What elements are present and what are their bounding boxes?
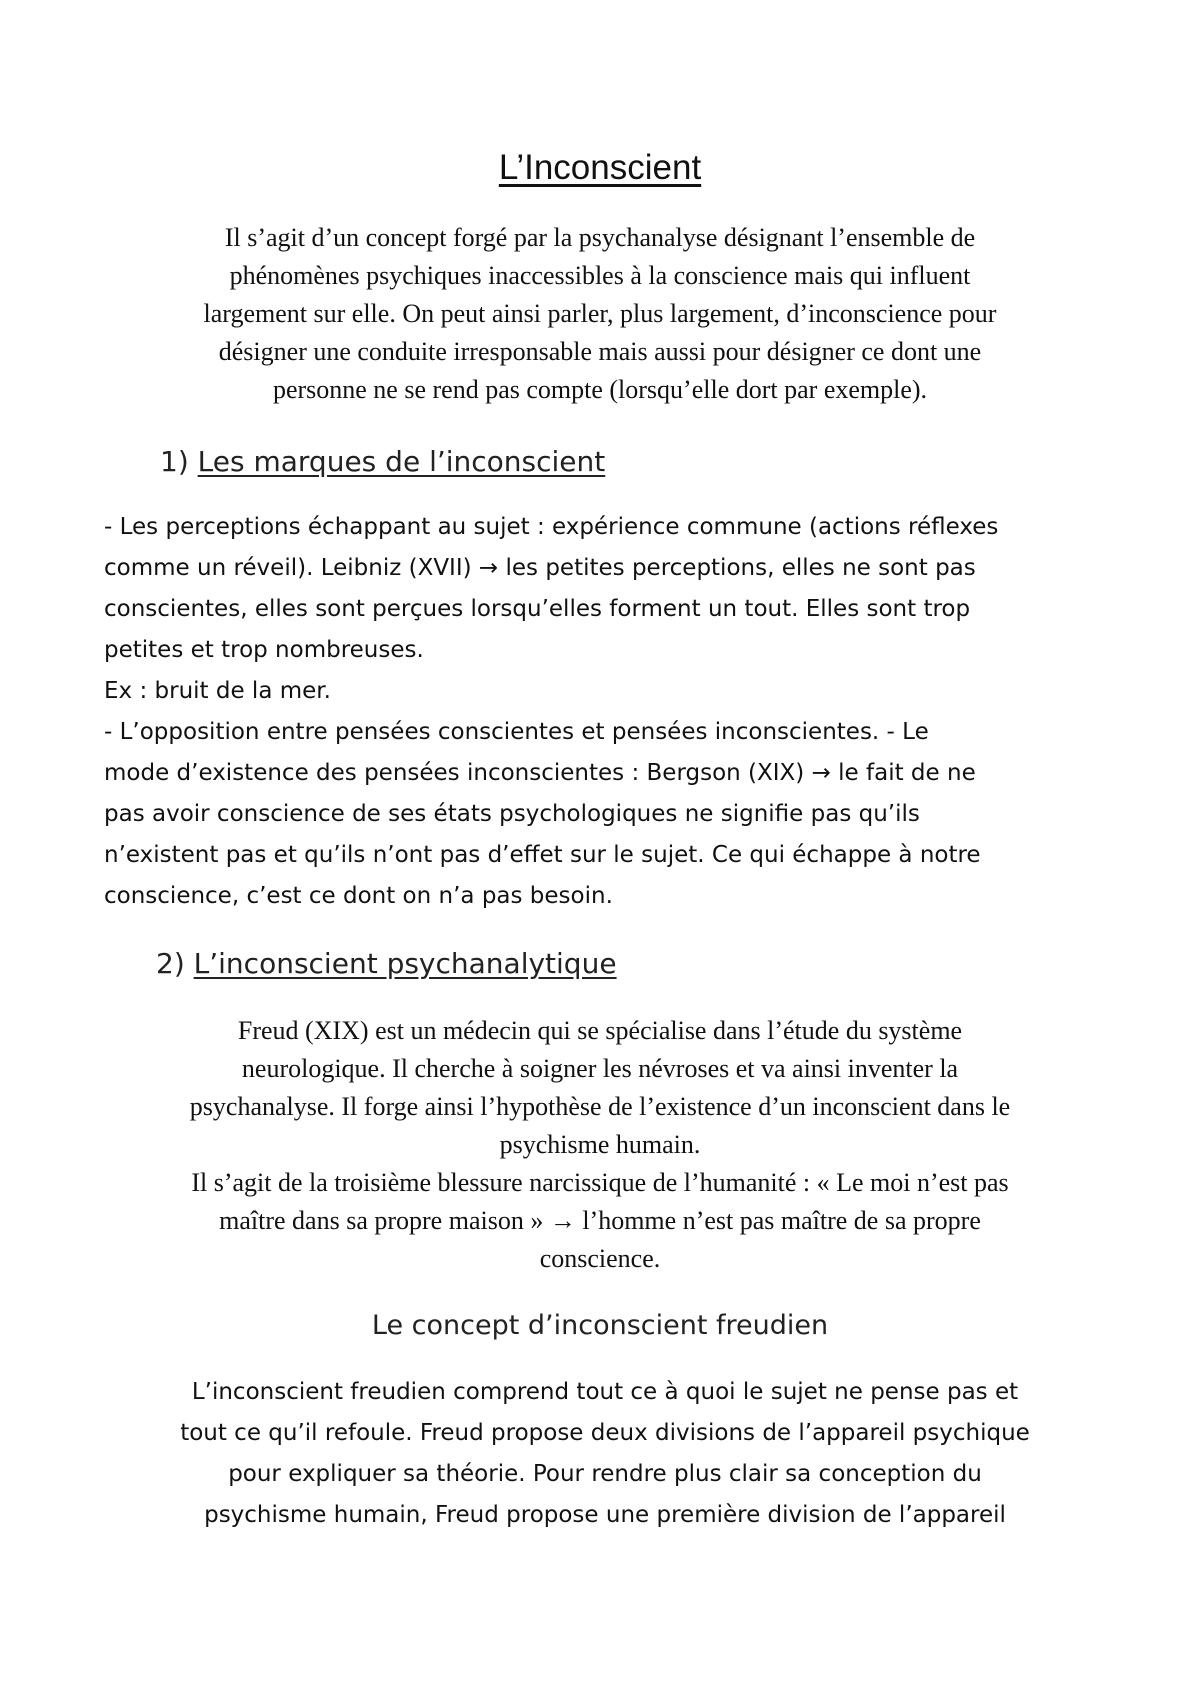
- intro-paragraph: [80, 219, 1120, 409]
- section3-heading: Le concept d’inconscient freudien: [371, 1310, 829, 1341]
- section1-line: Ex : bruit de la mer.: [104, 678, 331, 704]
- section2-number: 2): [156, 947, 185, 980]
- section3-line: psychisme humain, Freud propose une première division de l’appareil: [204, 1502, 1006, 1528]
- section1-line: mode d’existence des pensées inconscientes : Bergson (XIX) → le fait de ne: [104, 760, 976, 786]
- section2-line: maître dans sa propre maison » → l’homme n’est pas maître de sa propre: [219, 1206, 981, 1235]
- section2-line: Il s’agit de la troisième blessure narcissique de l’humanité : « Le moi n’est pas: [191, 1168, 1009, 1197]
- intro-line: largement sur elle. On peut ainsi parler, plus largement, d’inconscience pour: [203, 299, 997, 328]
- section1-line: conscientes, elles sont perçues lorsqu’elles forment un tout. Elles sont trop: [104, 596, 971, 622]
- section1-heading: [160, 442, 605, 482]
- section1-title: Les marques de l’inconscient: [197, 445, 606, 478]
- section2-line: Freud (XIX) est un médecin qui se spécialise dans l’étude du système: [237, 1016, 963, 1045]
- section2-title: L’inconscient psychanalytique: [193, 947, 617, 980]
- intro-line: phénomènes psychiques inaccessibles à la conscience mais qui influent: [229, 261, 971, 290]
- section1-line: petites et trop nombreuses.: [104, 637, 424, 663]
- section2-line: conscience.: [539, 1244, 661, 1273]
- section3-paragraph: [100, 1372, 1110, 1536]
- section1-paragraph: [104, 507, 1104, 917]
- section2-line: neurologique. Il cherche à soigner les névroses et va ainsi inventer la: [241, 1054, 959, 1083]
- section1-line: - Les perceptions échappant au sujet : expérience commune (actions réflexes: [104, 514, 999, 540]
- section2-line: psychisme humain.: [499, 1130, 701, 1159]
- section1-line: - L’opposition entre pensées conscientes et pensées inconscientes. - Le: [104, 719, 929, 745]
- section1-line: comme un réveil). Leibniz (XVII) → les petites perceptions, elles ne sont pas: [104, 555, 976, 581]
- document-title: L’Inconscient: [498, 148, 702, 187]
- section1-line: conscience, c’est ce dont on n’a pas besoin.: [104, 883, 613, 909]
- section1-line: n’existent pas et qu’ils n’ont pas d’effet sur le sujet. Ce qui échappe à notre: [104, 842, 981, 868]
- intro-line: désigner une conduite irresponsable mais aussi pour désigner ce dont une: [218, 337, 982, 366]
- section3-line: pour expliquer sa théorie. Pour rendre plus clair sa conception du: [228, 1461, 982, 1487]
- section2-heading: [156, 944, 617, 984]
- section1-line: pas avoir conscience de ses états psychologiques ne signifie pas qu’ils: [104, 801, 920, 827]
- section3-line: tout ce qu’il refoule. Freud propose deux divisions de l’appareil psychique: [180, 1420, 1030, 1446]
- intro-line: Il s’agit d’un concept forgé par la psychanalyse désignant l’ensemble de: [224, 223, 976, 252]
- intro-line: personne ne se rend pas compte (lorsqu’elle dort par exemple).: [272, 375, 928, 404]
- section2-paragraph: [80, 1012, 1120, 1278]
- section1-number: 1): [160, 445, 189, 478]
- section3-line: L’inconscient freudien comprend tout ce à quoi le sujet ne pense pas et: [191, 1379, 1019, 1405]
- section2-line: psychanalyse. Il forge ainsi l’hypothèse de l’existence d’un inconscient dans le: [189, 1092, 1011, 1121]
